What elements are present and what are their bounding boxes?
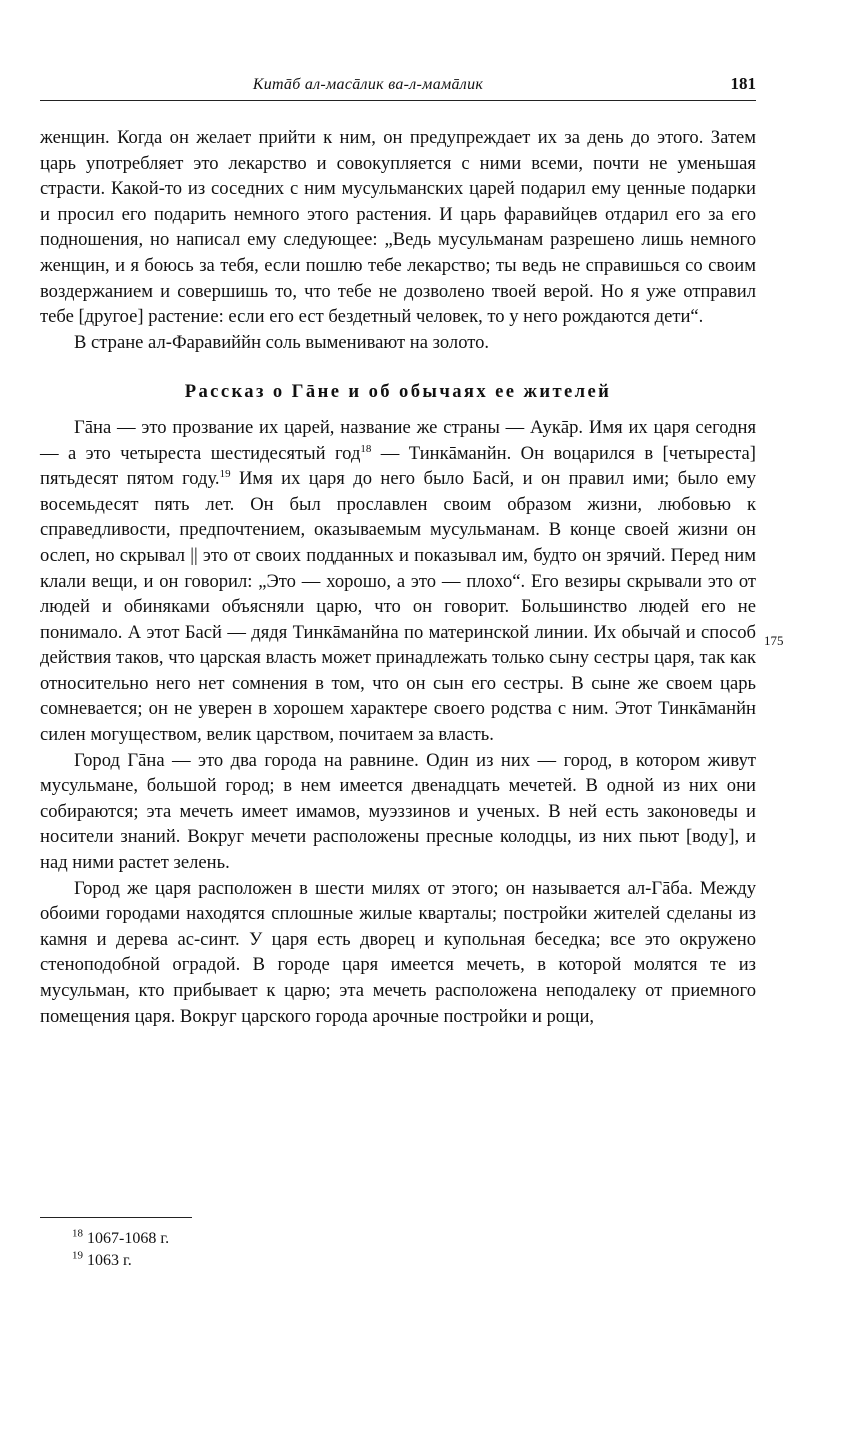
section-heading: Рассказ о Гāне и об обычаях ее жителей <box>184 381 612 403</box>
main-text <box>40 125 756 1029</box>
footnote-number: 18 <box>72 1227 83 1240</box>
footnote-ref-18: 18 <box>360 442 372 455</box>
footnote-number: 19 <box>72 1249 83 1262</box>
paragraph-5: Город же царя расположен в шести милях от этого; он называется ал-Гāба. Между обоими городами находятся сплошные жилые кварталы; постройки жителей сделаны из камня и дерева ас-синт. У царя есть дворец и купольная беседка; все это окружено стеноподобной оградой. В городе царя имеется мечеть, в которой молятся те из мусульман, кто прибывает к царю; эта мечеть расположена неподалеку от приемного помещения царя. Вокруг царского города арочные постройки и рощи, <box>40 877 756 1027</box>
footnote-19 <box>72 1250 169 1272</box>
footnotes <box>72 1228 169 1272</box>
footnote-ref-19: 19 <box>219 467 231 480</box>
margin-folio-number: 175 <box>764 633 784 648</box>
page-header <box>40 72 756 98</box>
paragraph-3-part-c: Имя их царя до него было Басй, и он правил ими; было ему восемьдесят пять лет. Он был прославлен своим образом жизни, любовью к справедливости, предпочтением, оказываемым мусульманам. В конце своей жизни он ослеп, но скрывал || это от своих подданных и показывал им, будто он зрячий. Перед ним клали вещи, и он говорил: „Это — хорошо, а это — плохо“. Его везиры скрывали это от людей и обиняками объясняли царю, что он говорит. Большинство людей его не понимало. А этот Басй — дядя Тинкāманйна по материнской линии. Их обычай и способ действия таков, что царская власть может принадлежать только сыну сестры царя, так как относительно него нет сомнения в том, что он сын его сестры. В сыне же своем царь сомневается; он не уверен в хорошем характере своего родства с ним. Этот Тинкāманйн силен могуществом, велик царством, почитаем за власть. <box>40 468 757 746</box>
paragraph-3-part-b: — Тинкāманйн. Он воцарился в [четыреста] пятьдесят пятом году. <box>40 442 757 490</box>
paragraph-1: женщин. Когда он желает прийти к ним, он предупреждает их за день до этого. Затем царь употребляет это лекарство и совокупляется с ними всеми, почти не уменьшая страсти. Какой-то из соседних с ним мусульманских царей подарил ему ценные подарки и просил его подарить немного этого растения. И царь фаравийцев отдарил его за его подношения, но написал ему следующее: „Ведь мусульманам разрешено лишь немного женщин, и я боюсь за тебя, если пошлю тебе лекарство; ты ведь не справишься со своим воздержанием и совершишь то, что тебе не дозволено твоей верой. Но я уже отправил тебе [другое] растение: если его ест бездетный человек, то у него рождаются дети“. <box>40 127 756 328</box>
page-number: 181 <box>730 74 756 93</box>
running-title: Китāб ал-масāлик ва-л-мамāлик <box>252 76 484 93</box>
paragraph-3-part-a: Гāна — это прозвание их царей, название же страны — Аукāр. Имя их царя сегодня — а это четыреста шестидесятый год <box>40 416 756 464</box>
paragraph-2: В стране ал-Фаравиййн соль выменивают на золото. <box>74 331 490 353</box>
footnote-text: 1067-1068 г. <box>83 1230 170 1247</box>
paragraph-4: Город Гāна — это два города на равнине. Один из них — город, в котором живут мусульмане, большой город; в нем имеется двенадцать мечетей. В одной из них они собираются; эта мечеть имеет имамов, муэззинов и ученых. В ней есть законоведы и носители знаний. Вокруг мечети расположены пресные колодцы, из них пьют [воду], и над ними растет зелень. <box>40 749 756 874</box>
footnote-rule <box>40 1217 192 1218</box>
paragraph-3 <box>40 415 756 748</box>
footnote-text: 1063 г. <box>83 1252 132 1269</box>
footnote-18 <box>72 1228 169 1250</box>
header-rule <box>40 100 756 101</box>
